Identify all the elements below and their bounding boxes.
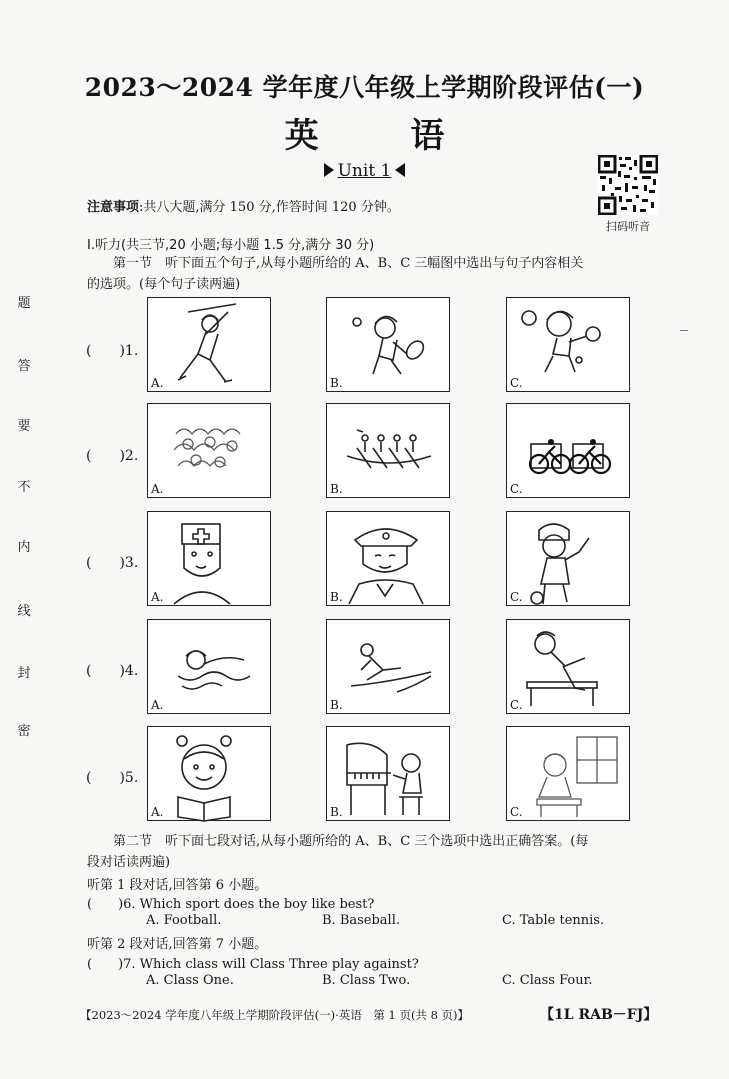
page-footer: 【2023～2024 学年度八年级上学期阶段评估(一)·英语 第 1 页(共 8 页)】 — [80, 1008, 470, 1022]
part1-instruction-cont: 的选项。(每个句子读两遍) — [87, 277, 241, 292]
unit-label: Unit 1 — [0, 161, 729, 181]
table-tennis-icon — [507, 298, 631, 393]
page-title: 2023～2024 学年度八年级上学期阶段评估(一) — [84, 73, 645, 102]
picture-baseball-player[interactable]: A. — [147, 297, 271, 392]
hurdle-jump-icon — [507, 620, 631, 715]
q6-option-a[interactable]: A. Football. — [146, 913, 222, 928]
picture-hurdle-jump[interactable]: C. — [506, 619, 630, 714]
part1-instruction: 第一节 听下面五个句子,从每小题所给的 A、B、C 三幅图中选出与句子内容相关 — [113, 256, 584, 271]
exam-code: 【1L RAB－FJ】 — [540, 1007, 658, 1023]
picture-girl-at-window[interactable]: C. — [506, 726, 630, 821]
picture-cycling[interactable]: C. — [506, 403, 630, 498]
subject-title: 英 语 — [284, 116, 485, 156]
tennis-girl-icon — [327, 298, 451, 393]
baseball-player-icon — [148, 298, 272, 393]
picture-crowd[interactable]: A. — [147, 403, 271, 498]
picture-table-tennis[interactable]: C. — [506, 297, 630, 392]
girl-reading-icon — [148, 727, 272, 822]
picture-rowing[interactable]: B. — [326, 403, 450, 498]
piano-girl-icon — [327, 727, 451, 822]
question-6-stem[interactable]: ( )6. Which sport does the boy like best? — [87, 897, 375, 912]
crowd-icon — [148, 404, 272, 499]
picture-police-officer[interactable]: B. — [326, 511, 450, 606]
side-char: 题 — [17, 296, 31, 311]
part2-instruction: 第二节 听下面七段对话,从每小题所给的 A、B、C 三个选项中选出正确答案。(每 — [113, 834, 589, 849]
picture-girl-reading[interactable]: A. — [147, 726, 271, 821]
side-char: 要 — [17, 419, 31, 434]
doctor-icon — [148, 512, 272, 607]
question-number[interactable]: ( )5. — [86, 770, 139, 786]
margin-mark — [680, 330, 688, 331]
picture-piano-girl[interactable]: B. — [326, 726, 450, 821]
question-number[interactable]: ( )4. — [86, 663, 139, 679]
side-char: 线 — [17, 604, 31, 619]
picture-long-jump[interactable]: B. — [326, 619, 450, 714]
swimming-icon — [148, 620, 272, 715]
football-boy-icon — [507, 512, 631, 607]
dialog-2-label: 听第 2 段对话,回答第 7 小题。 — [87, 937, 268, 952]
q7-option-c[interactable]: C. Class Four. — [502, 973, 593, 988]
long-jump-icon — [327, 620, 451, 715]
cycling-icon — [507, 404, 631, 499]
side-char: 答 — [17, 359, 31, 374]
side-char: 密 — [17, 724, 31, 739]
picture-football-boy[interactable]: C. — [506, 511, 630, 606]
police-officer-icon — [327, 512, 451, 607]
qr-code-icon[interactable] — [598, 155, 658, 215]
triangle-left-icon — [395, 163, 405, 177]
part2-instruction-cont: 段对话读两遍) — [87, 855, 171, 870]
side-char: 内 — [17, 540, 31, 555]
question-number[interactable]: ( )3. — [86, 555, 139, 571]
q6-option-b[interactable]: B. Baseball. — [322, 913, 401, 928]
question-number[interactable]: ( )1. — [86, 343, 139, 359]
picture-tennis-girl[interactable]: B. — [326, 297, 450, 392]
picture-doctor[interactable]: A. — [147, 511, 271, 606]
dialog-1-label: 听第 1 段对话,回答第 6 小题。 — [87, 878, 268, 893]
question-number[interactable]: ( )2. — [86, 448, 139, 464]
notice: 注意事项:共八大题,满分 150 分,作答时间 120 分钟。 — [87, 200, 400, 215]
picture-swimming[interactable]: A. — [147, 619, 271, 714]
side-char: 不 — [17, 480, 31, 495]
side-char: 封 — [17, 666, 31, 681]
q7-option-b[interactable]: B. Class Two. — [322, 973, 411, 988]
question-7-stem[interactable]: ( )7. Which class will Class Three play against? — [87, 957, 419, 972]
q7-option-a[interactable]: A. Class One. — [146, 973, 234, 988]
q6-option-c[interactable]: C. Table tennis. — [502, 913, 605, 928]
triangle-right-icon — [324, 163, 334, 177]
rowing-icon — [327, 404, 451, 499]
girl-at-window-icon — [507, 727, 631, 822]
section-heading: Ⅰ.听力(共三节,20 小题;每小题 1.5 分,满分 30 分) — [87, 238, 375, 253]
qr-label: 扫码听音 — [606, 220, 650, 233]
